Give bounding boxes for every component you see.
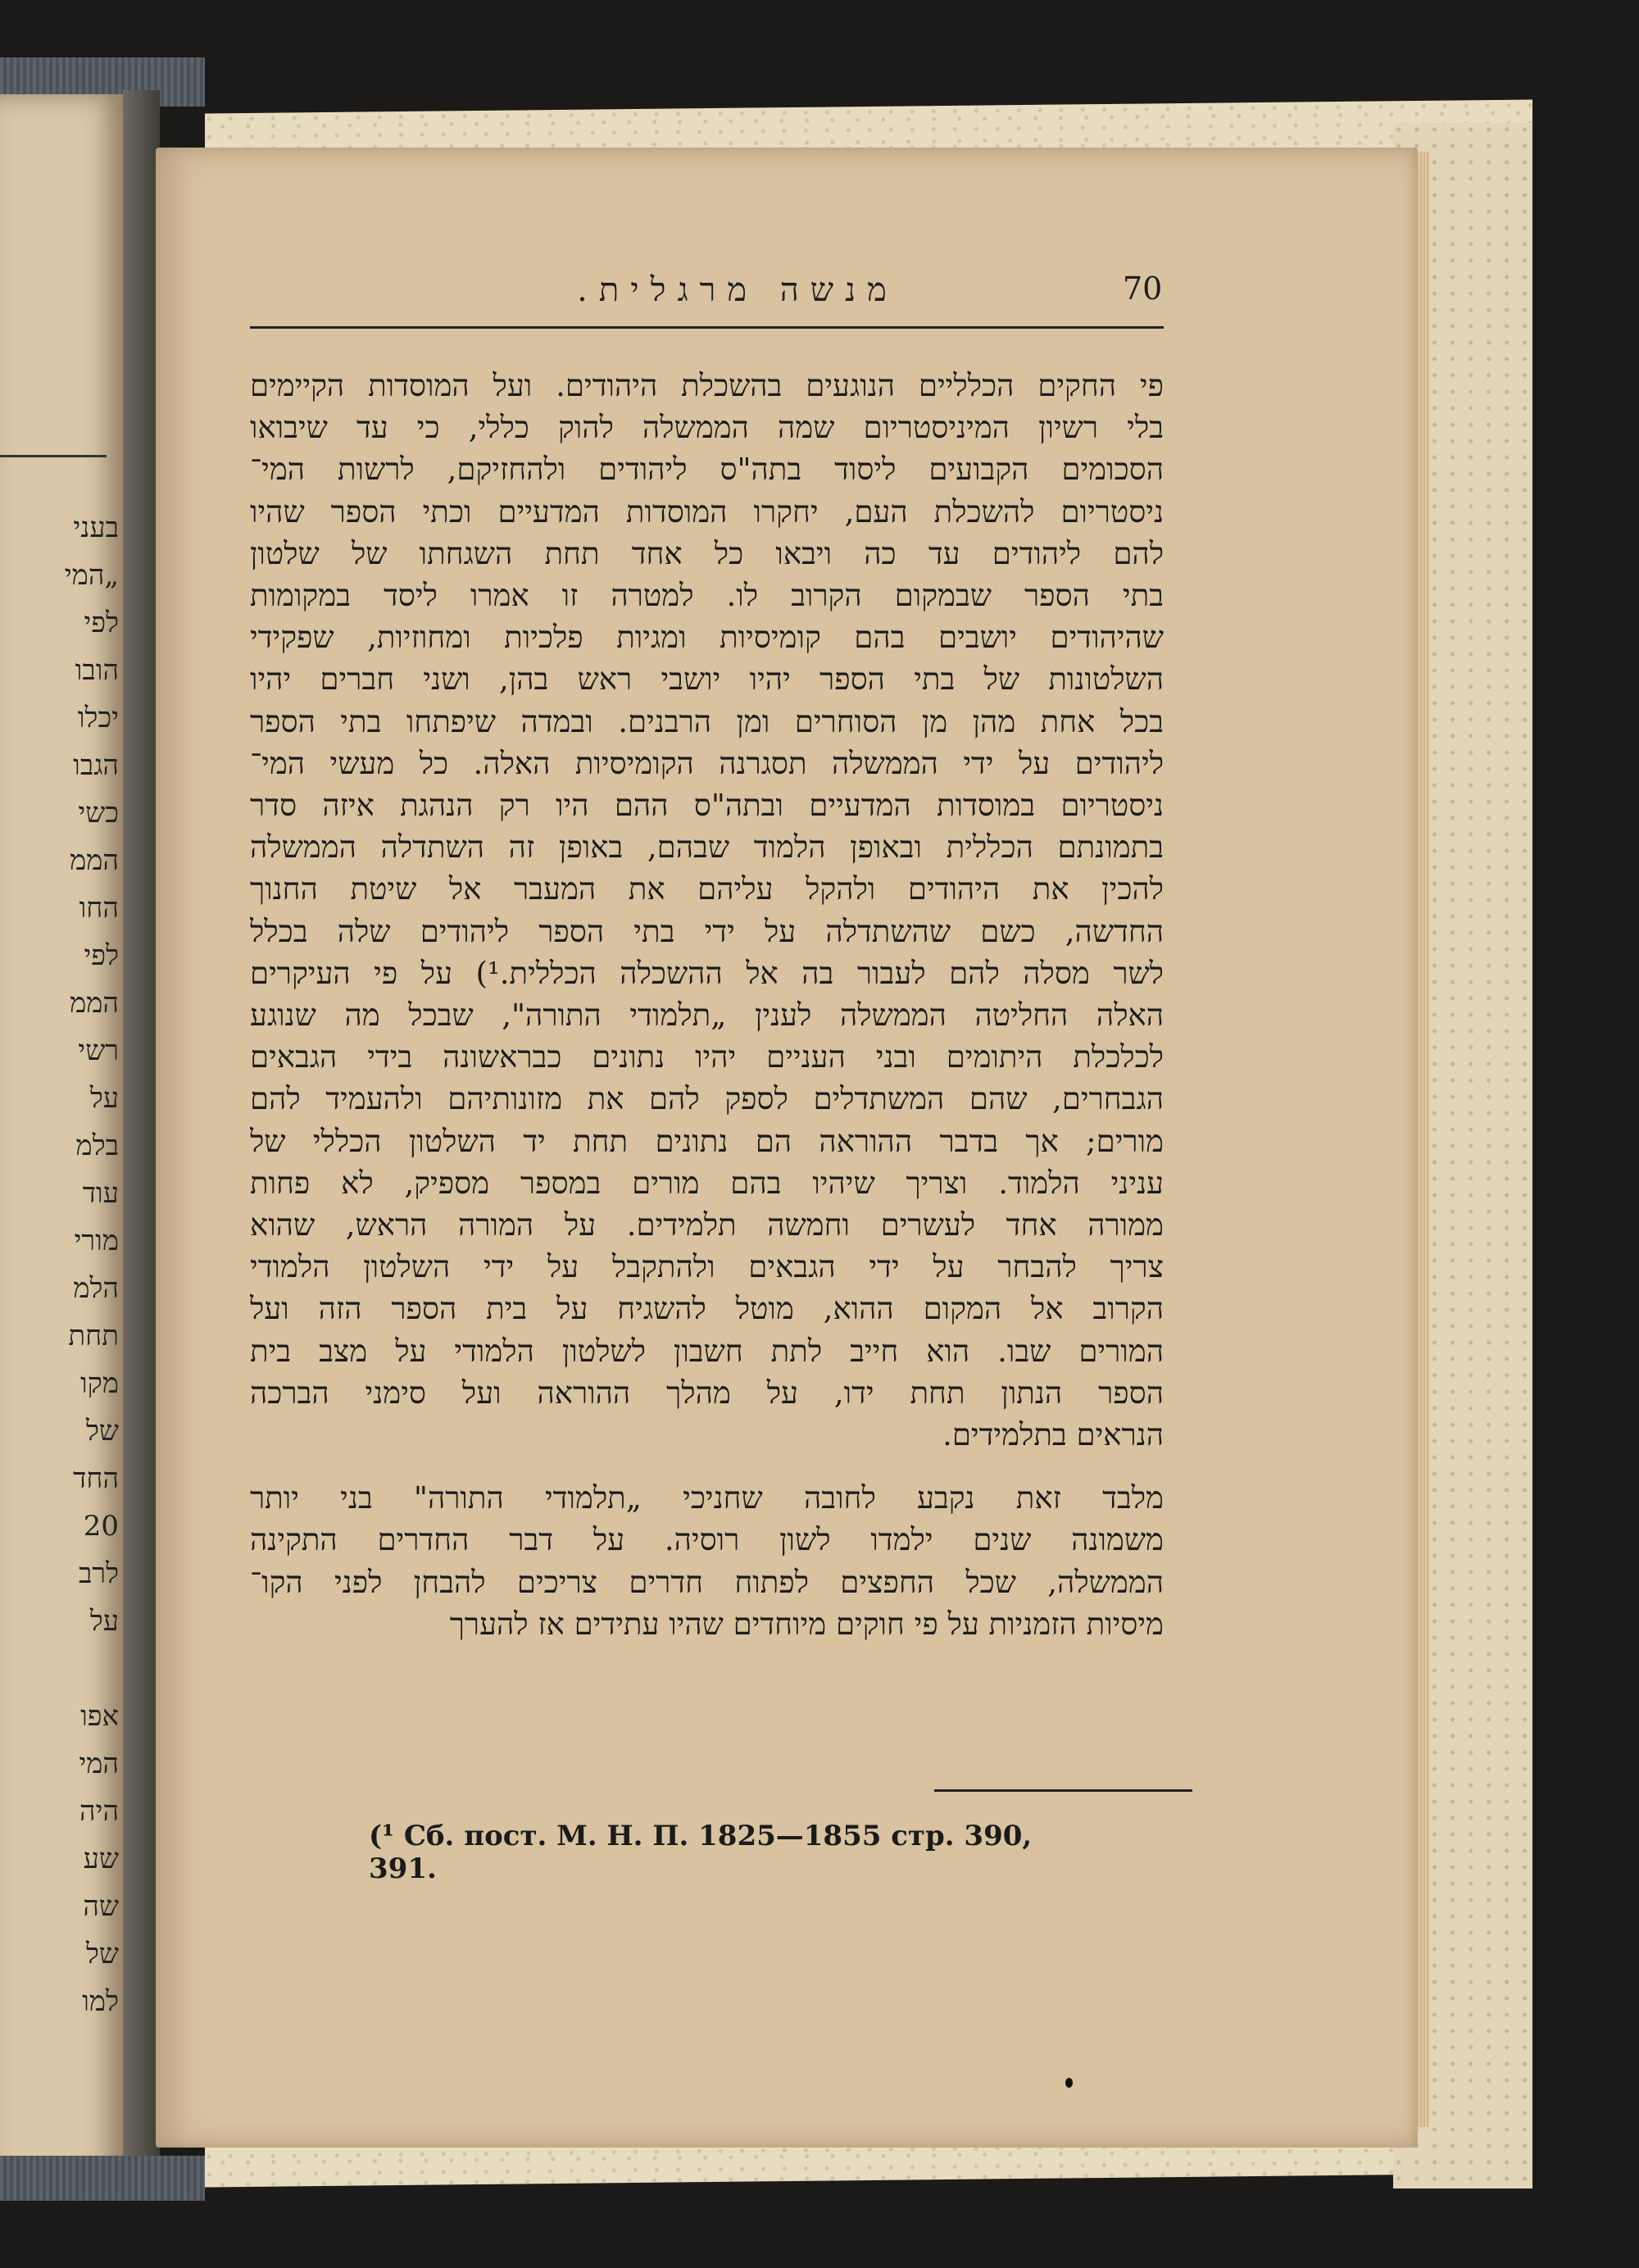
text-line: מורים; אך בדבר ההוראה הם נתונים תחת יד השלטון הכללי של bbox=[250, 1123, 1164, 1159]
ink-speck bbox=[1065, 2078, 1073, 2088]
left-page-line: מורי bbox=[74, 1225, 119, 1257]
text-line: הספר הנתון תחת ידו, על מהלך ההוראה ועל סימני הברכה bbox=[250, 1375, 1164, 1411]
text-line: הסכומים הקבועים ליסוד בתה"ס ליהודים ולהחזיקם, לרשות המי־ bbox=[250, 452, 1164, 488]
text-line: ממורה אחד לעשרים וחמשה תלמידים. על המורה הראש, שהוא bbox=[250, 1207, 1164, 1243]
left-page-line: „המי bbox=[64, 559, 119, 592]
body-text bbox=[250, 365, 1164, 1645]
footnote: (¹ Сб. пост. М. Н. П. 1825—1855 стр. 390, 391. bbox=[369, 1820, 1033, 1885]
text-line: עניני הלמוד. וצריך שיהיו בהם מורים במספר מספיק, לא פחות bbox=[250, 1165, 1164, 1201]
left-page-line: הממ bbox=[70, 987, 119, 1020]
left-page-line: למו bbox=[82, 1985, 119, 2018]
left-facing-page bbox=[0, 94, 123, 2184]
text-line: מיסיות הזמניות על פי חוקים מיוחדים שהיו עתידים אז להערך bbox=[449, 1606, 1164, 1642]
paragraph-2 bbox=[250, 1477, 1164, 1645]
left-page-line: עוד bbox=[82, 1177, 119, 1210]
left-page-line: כשי bbox=[78, 797, 119, 829]
text-line: הגבחרים, שהם המשתדלים לספק להם את מזונותיהם ולהעמיד להם bbox=[250, 1081, 1164, 1117]
text-line: הממשלה, שכל החפצים לפתוח חדרים צריכים להבחן לפני הקו־ bbox=[250, 1564, 1164, 1600]
text-line: מלבד זאת נקבע לחובה שחניכי „תלמודי התורה" בני יותר bbox=[250, 1480, 1164, 1516]
left-page-line: לפי bbox=[84, 607, 119, 639]
left-page-line: שה bbox=[83, 1890, 119, 1923]
left-page-line: הגבו bbox=[73, 749, 119, 782]
left-page-line: על bbox=[89, 1082, 119, 1115]
footnote-rule bbox=[934, 1789, 1192, 1792]
left-page-line: היה bbox=[79, 1795, 119, 1828]
running-head: מנשה מרגלית. bbox=[577, 271, 898, 309]
text-line: להם ליהודים עד כה ויבאו כל אחד תחת השגחתו של שלטון bbox=[250, 535, 1164, 571]
left-page-line: 20 bbox=[83, 1510, 119, 1543]
left-page-line: הובו bbox=[75, 654, 119, 687]
text-line: בתי הספר שבמקום הקרוב לו. למטרה זו אמרו ליסד במקומות bbox=[250, 578, 1164, 614]
page-number: 70 bbox=[1123, 270, 1163, 307]
left-page-line: לרב bbox=[79, 1557, 119, 1590]
text-line: הקרוב אל המקום ההוא, מוטל להשגיח על בית הספר הזה ועל bbox=[250, 1291, 1164, 1327]
left-page-line: הממ bbox=[70, 844, 119, 877]
text-line: פי החקים הכלליים הנוגעים בהשכלת היהודים. ועל המוסדות הקיימים bbox=[250, 368, 1164, 403]
text-line: ליהודים על ידי הממשלה תסגרנה הקומיסיות האלה. כל מעשי המי־ bbox=[250, 745, 1164, 781]
text-line: בתמונתם הכללית ובאופן הלמוד שבהם, באופן זה השתדלה הממשלה bbox=[250, 829, 1164, 866]
left-cover-cloth-bottom bbox=[0, 2156, 205, 2201]
text-line: השלטונות של בתי הספר יהיו יושבי ראש בהן, ושני חברים יהיו bbox=[250, 661, 1164, 698]
left-page-line: שע bbox=[83, 1843, 119, 1875]
text-line: ניסטריום להשכלת העם, יחקרו המוסדות המדעיים וכתי הספר שהיו bbox=[250, 493, 1164, 530]
text-line: המורים שבו. הוא חייב לתת חשבון לשלטון הלמודי על מצב בית bbox=[250, 1333, 1164, 1369]
left-page-line: אפו bbox=[80, 1700, 119, 1733]
left-page-line: בעני bbox=[73, 511, 119, 544]
left-page-rule bbox=[0, 455, 107, 457]
text-line: ניסטריום במוסדות המדעיים ובתה"ס ההם היו רק הנהגת איזה סדר bbox=[250, 788, 1164, 824]
text-line: לכלכלת היתומים ובני העניים יהיו נתונים כבראשונה בידי הגבאים bbox=[250, 1039, 1164, 1075]
text-line: לשר מסלה להם לעבור בה אל ההשכלה הכללית.¹) על פי העיקרים bbox=[250, 955, 1164, 991]
text-line: להכין את היהודים ולהקל עליהם את המעבר אל שיטת החנוך bbox=[250, 871, 1164, 907]
text-line: שהיהודים יושבים בהם קומיסיות ומגיות פלכיות ומחוזיות, שפקידי bbox=[250, 620, 1164, 656]
left-page-line: לפי bbox=[84, 939, 119, 972]
left-page-line: מקו bbox=[79, 1367, 119, 1400]
book-gutter bbox=[123, 90, 160, 2188]
left-page-line: החו bbox=[79, 892, 119, 925]
left-page-line bbox=[0, 1645, 119, 1693]
text-line: צריך להבחר על ידי הגבאים ולהתקבל על ידי השלטון הלמודי bbox=[250, 1249, 1164, 1285]
left-page-line: בלמ bbox=[75, 1129, 119, 1162]
text-line: בלי רשיון המיניסטריום שמה הממשלה להוק כללי, כי עד שיבואו bbox=[250, 410, 1164, 446]
left-page-line: הלמ bbox=[73, 1272, 119, 1305]
left-page-line: תחת bbox=[68, 1320, 119, 1352]
text-line: הנראים בתלמידים. bbox=[942, 1417, 1164, 1453]
left-page-line: של bbox=[86, 1415, 119, 1448]
left-page-text bbox=[0, 504, 119, 2025]
left-page-line: יכלו bbox=[77, 702, 119, 734]
text-line: החדשה, כשם שהשתדלה על ידי בתי הספר ליהודים שלה בכלל bbox=[250, 913, 1164, 949]
left-page-line: של bbox=[86, 1938, 119, 1970]
left-page-line: רשי bbox=[78, 1034, 119, 1067]
paragraph-1 bbox=[250, 365, 1164, 1456]
left-page-line: על bbox=[89, 1605, 119, 1638]
text-line: בכל אחת מהן מן הסוחרים ומן הרבנים. ובמדה שיפתחו בתי הספר bbox=[250, 703, 1164, 739]
text-line: האלה החליטה הממשלה לענין „תלמודי התורה", שבכל מה שנוגע bbox=[250, 998, 1164, 1034]
text-line: משמונה שנים ילמדו לשון רוסיה. על דבר החדרים התקינה bbox=[250, 1522, 1164, 1558]
left-page-line: המי bbox=[79, 1748, 119, 1780]
left-page-line: החד bbox=[72, 1462, 119, 1495]
header-rule bbox=[250, 326, 1164, 329]
